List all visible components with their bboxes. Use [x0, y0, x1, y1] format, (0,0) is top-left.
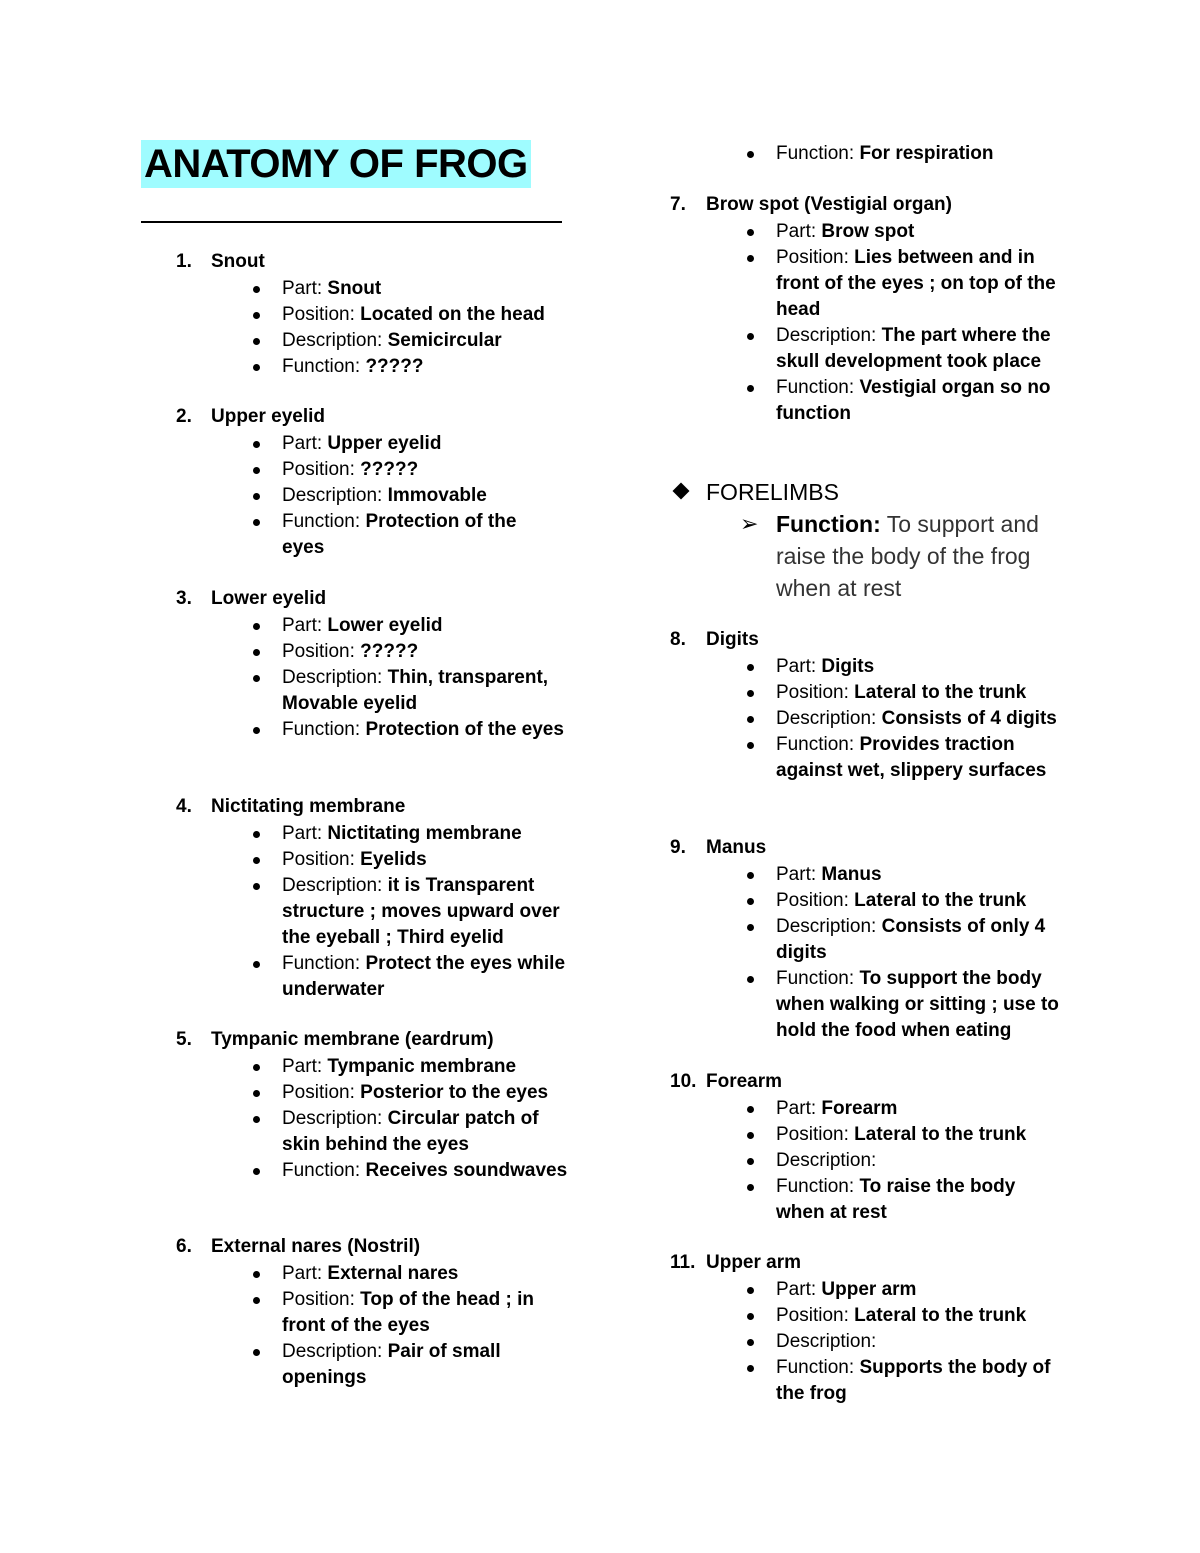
forelimbs-function	[776, 508, 1076, 604]
bullet-dot-icon	[253, 312, 260, 319]
list-item	[282, 1287, 557, 1339]
list-item	[282, 457, 542, 483]
list-item	[282, 873, 572, 951]
item-label: Function:	[776, 734, 855, 755]
section-heading: Digits	[706, 629, 759, 650]
item-value: Lateral to the trunk	[854, 682, 1027, 703]
list-item	[282, 847, 572, 873]
list-item	[282, 1339, 557, 1391]
list-item	[282, 821, 572, 847]
list-item	[776, 680, 1066, 706]
item-label: Description:	[282, 1341, 383, 1362]
list-item	[282, 354, 572, 380]
list-item	[282, 509, 542, 561]
item-label: Position:	[282, 1082, 355, 1103]
item-label: Part:	[282, 1263, 323, 1284]
bullet-dot-icon	[747, 1158, 754, 1165]
bullet-list	[776, 1277, 1066, 1407]
section-number: 5.	[176, 1029, 192, 1050]
section-number: 7.	[670, 194, 686, 215]
list-item	[282, 328, 572, 354]
bullet-dot-icon	[747, 872, 754, 879]
bullet-dot-icon	[747, 924, 754, 931]
list-item	[282, 951, 572, 1003]
list-item	[282, 613, 572, 639]
list-item	[776, 375, 1066, 427]
bullet-list	[282, 613, 572, 743]
bullet-dot-icon	[253, 1168, 260, 1175]
bullet-dot-icon	[747, 333, 754, 340]
item-label: Function:	[282, 356, 361, 377]
item-label: Position:	[776, 247, 849, 268]
bullet-dot-icon	[253, 675, 260, 682]
item-value: To support the body when walking or sitting ; use to hold the food when eating	[776, 968, 1059, 1041]
item-value: Located on the head	[360, 304, 545, 325]
item-value: Lateral to the trunk	[854, 1305, 1027, 1326]
item-label: Function:	[282, 953, 361, 974]
bullet-dot-icon	[747, 1106, 754, 1113]
forelimbs-function-label: Function:	[776, 511, 881, 537]
bullet-dot-icon	[253, 519, 260, 526]
list-item	[282, 483, 542, 509]
item-label: Description:	[282, 485, 383, 506]
forelimbs-heading: FORELIMBS	[706, 479, 839, 505]
item-label: Function:	[282, 511, 361, 532]
item-label: Position:	[282, 304, 355, 325]
list-item	[282, 302, 572, 328]
item-value: The part where the skull development took place	[776, 325, 1051, 372]
list-item	[282, 1158, 572, 1184]
list-item	[776, 323, 1066, 375]
bullet-dot-icon	[747, 1184, 754, 1191]
list-item	[776, 1277, 1066, 1303]
item-label: Function:	[776, 1357, 855, 1378]
bullet-list	[776, 219, 1066, 427]
bullet-dot-icon	[253, 649, 260, 656]
bullet-dot-icon	[747, 385, 754, 392]
list-item	[776, 654, 1066, 680]
section-heading: Upper arm	[706, 1252, 802, 1273]
list-item	[776, 862, 1066, 888]
item-label: Function:	[776, 968, 855, 989]
item-value: Lateral to the trunk	[854, 890, 1027, 911]
section-heading: Nictitating membrane	[211, 796, 406, 817]
bullet-dot-icon	[747, 898, 754, 905]
bullet-dot-icon	[253, 1090, 260, 1097]
item-value: Brow spot	[821, 221, 915, 242]
bullet-dot-icon	[253, 1349, 260, 1356]
section-heading: Upper eyelid	[211, 406, 326, 427]
list-item	[776, 706, 1066, 732]
item-label: Function:	[776, 1176, 855, 1197]
item-label: Function:	[776, 143, 855, 164]
item-value: Lower eyelid	[327, 615, 443, 636]
title-divider	[141, 221, 562, 223]
item-value: ?????	[360, 641, 419, 662]
list-item	[776, 888, 1066, 914]
bullet-dot-icon	[253, 1271, 260, 1278]
list-item	[776, 1329, 1066, 1355]
item-value: For respiration	[859, 143, 994, 164]
bullet-list	[776, 1096, 1066, 1226]
item-value: ?????	[360, 459, 419, 480]
item-value: Nictitating membrane	[327, 823, 522, 844]
item-value: Digits	[821, 656, 875, 677]
section-heading: Forearm	[706, 1071, 783, 1092]
bullet-dot-icon	[253, 831, 260, 838]
section-heading: External nares (Nostril)	[211, 1236, 421, 1257]
section-heading: Manus	[706, 837, 767, 858]
list-item	[282, 717, 572, 743]
item-label: Description:	[282, 1108, 383, 1129]
item-label: Position:	[776, 682, 849, 703]
bullet-dot-icon	[747, 1287, 754, 1294]
bullet-dot-icon	[747, 255, 754, 262]
item-label: Description:	[776, 708, 877, 729]
section-number: 11.	[670, 1252, 696, 1273]
item-value: Tympanic membrane	[327, 1056, 517, 1077]
bullet-list	[282, 1054, 572, 1184]
section-number: 6.	[176, 1236, 192, 1257]
bullet-list	[282, 1261, 557, 1391]
item-label: Part:	[282, 823, 323, 844]
item-label: Function:	[282, 1160, 361, 1181]
item-value: it is Transparent structure ; moves upward over the eyeball ; Third eyelid	[282, 875, 560, 948]
arrow-bullet-icon: ➢	[740, 511, 759, 536]
section-number: 2.	[176, 406, 192, 427]
item-value: Receives soundwaves	[365, 1160, 568, 1181]
list-item	[776, 1096, 1066, 1122]
item-label: Description:	[776, 1150, 877, 1171]
item-label: Function:	[282, 719, 361, 740]
bullet-list	[776, 654, 1066, 784]
item-value: Consists of 4 digits	[881, 708, 1057, 729]
item-value: Posterior to the eyes	[360, 1082, 549, 1103]
list-item	[776, 1303, 1066, 1329]
bullet-dot-icon	[747, 1339, 754, 1346]
item-label: Position:	[282, 1289, 355, 1310]
bullet-list	[776, 862, 1066, 1044]
item-label: Part:	[282, 615, 323, 636]
section-heading: Lower eyelid	[211, 588, 327, 609]
bullet-dot-icon	[253, 441, 260, 448]
list-item	[282, 1054, 572, 1080]
section-number: 4.	[176, 796, 192, 817]
item-label: Part:	[282, 433, 323, 454]
list-item	[776, 141, 1036, 167]
list-item	[776, 1355, 1066, 1407]
item-value: ?????	[365, 356, 424, 377]
bullet-dot-icon	[747, 716, 754, 723]
item-label: Part:	[282, 278, 323, 299]
item-value: Immovable	[387, 485, 487, 506]
list-item	[776, 219, 1066, 245]
bullet-list	[282, 276, 572, 380]
bullet-dot-icon	[253, 883, 260, 890]
bullet-dot-icon	[747, 664, 754, 671]
section-heading: Brow spot (Vestigial organ)	[706, 194, 952, 215]
list-item	[776, 732, 1066, 784]
item-label: Function:	[776, 377, 855, 398]
item-label: Position:	[282, 459, 355, 480]
item-value: External nares	[327, 1263, 459, 1284]
item-value: Lies between and in front of the eyes ; on top of the head	[776, 247, 1056, 320]
item-value: Semicircular	[387, 330, 502, 351]
bullet-dot-icon	[747, 1132, 754, 1139]
section-number: 3.	[176, 588, 192, 609]
item-value: Consists of only 4 digits	[776, 916, 1046, 963]
item-label: Position:	[282, 849, 355, 870]
item-value: Protection of the eyes	[365, 719, 564, 740]
item-value: Manus	[821, 864, 882, 885]
item-value: Snout	[327, 278, 382, 299]
item-value: Lateral to the trunk	[854, 1124, 1027, 1145]
item-value: Protect the eyes while underwater	[282, 953, 566, 1000]
bullet-dot-icon	[253, 338, 260, 345]
list-item	[282, 665, 572, 717]
item-value: Protection of the eyes	[282, 511, 517, 558]
bullet-dot-icon	[253, 493, 260, 500]
forelimbs-function-text: To support and raise the body of the frog when at rest	[776, 511, 1039, 601]
item-value: Upper eyelid	[327, 433, 442, 454]
section-number: 8.	[670, 629, 686, 650]
bullet-dot-icon	[747, 976, 754, 983]
bullet-dot-icon	[747, 1313, 754, 1320]
list-item	[282, 431, 542, 457]
item-value: Supports the body of the frog	[776, 1357, 1051, 1404]
bullet-dot-icon	[253, 1116, 260, 1123]
item-value: To raise the body when at rest	[776, 1176, 1016, 1223]
bullet-list	[776, 141, 1036, 167]
list-item	[282, 1106, 572, 1158]
bullet-list	[282, 821, 572, 1003]
item-label: Description:	[282, 875, 383, 896]
item-value: Thin, transparent, Movable eyelid	[282, 667, 549, 714]
list-item	[776, 1148, 1066, 1174]
item-value: Eyelids	[360, 849, 427, 870]
list-item	[282, 1080, 572, 1106]
list-item	[776, 966, 1066, 1044]
section-number: 10.	[670, 1071, 697, 1092]
page-title: ANATOMY OF FROG	[141, 140, 531, 188]
item-label: Position:	[776, 890, 849, 911]
section-heading: Snout	[211, 251, 265, 272]
list-item	[282, 276, 572, 302]
list-item	[776, 1122, 1066, 1148]
diamond-bullet-icon	[673, 483, 690, 500]
bullet-dot-icon	[253, 1297, 260, 1304]
bullet-dot-icon	[253, 364, 260, 371]
bullet-dot-icon	[253, 286, 260, 293]
list-item	[282, 639, 572, 665]
bullet-list	[282, 431, 542, 561]
item-label: Position:	[776, 1305, 849, 1326]
bullet-dot-icon	[253, 1064, 260, 1071]
item-label: Part:	[776, 221, 817, 242]
item-label: Description:	[282, 330, 383, 351]
list-item	[776, 245, 1066, 323]
bullet-dot-icon	[747, 1365, 754, 1372]
bullet-dot-icon	[253, 857, 260, 864]
bullet-dot-icon	[253, 961, 260, 968]
item-label: Description:	[776, 325, 877, 346]
item-value: Circular patch of skin behind the eyes	[282, 1108, 539, 1155]
list-item	[282, 1261, 557, 1287]
item-value: Forearm	[821, 1098, 898, 1119]
item-value: Upper arm	[821, 1279, 917, 1300]
item-label: Part:	[776, 656, 817, 677]
item-value: Vestigial organ so no function	[776, 377, 1051, 424]
bullet-dot-icon	[253, 727, 260, 734]
item-label: Position:	[776, 1124, 849, 1145]
item-label: Description:	[776, 1331, 877, 1352]
item-label: Description:	[776, 916, 877, 937]
item-label: Part:	[776, 1279, 817, 1300]
item-value: Provides traction against wet, slippery surfaces	[776, 734, 1047, 781]
list-item	[776, 1174, 1066, 1226]
section-number: 9.	[670, 837, 686, 858]
section-heading: Tympanic membrane (eardrum)	[211, 1029, 494, 1050]
bullet-dot-icon	[747, 229, 754, 236]
bullet-dot-icon	[747, 742, 754, 749]
section-number: 1.	[176, 251, 192, 272]
bullet-dot-icon	[253, 467, 260, 474]
item-label: Part:	[282, 1056, 323, 1077]
item-label: Part:	[776, 1098, 817, 1119]
bullet-dot-icon	[747, 690, 754, 697]
bullet-dot-icon	[253, 623, 260, 630]
item-label: Part:	[776, 864, 817, 885]
item-value: Pair of small openings	[282, 1341, 501, 1388]
item-label: Description:	[282, 667, 383, 688]
item-value: Top of the head ; in front of the eyes	[282, 1289, 534, 1336]
item-label: Position:	[282, 641, 355, 662]
list-item	[776, 914, 1066, 966]
bullet-dot-icon	[747, 151, 754, 158]
